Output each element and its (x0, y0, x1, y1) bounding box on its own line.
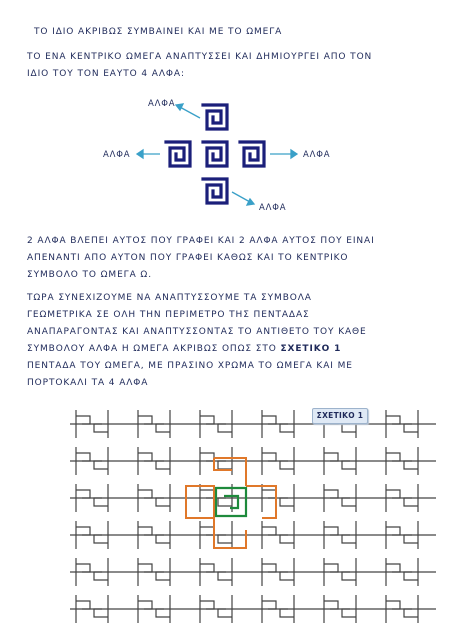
para3-line2: ΓΕΩΜΕΤΡΙΚΑ ΣΕ ΟΛΗ ΤΗΝ ΠΕΡΙΜΕΤΡΟ ΤΗΣ ΠΕΝΤΑΔΑΣ (27, 310, 310, 320)
omega-outline (216, 488, 246, 516)
label-alpha-left: ΑΛΦΑ (103, 150, 131, 160)
sxetiko-label-box (312, 408, 368, 424)
para3-line6: ΠΟΡΤΟΚΑΛΙ ΤΑ 4 ΑΛΦΑ (27, 378, 149, 388)
sxetiko-reference: ΣΧΕΤΙΚΟ 1 (280, 344, 342, 354)
label-alpha-top: ΑΛΦΑ (148, 99, 176, 109)
para3-line3: ΑΝΑΠΑΡΑΓΟΝΤΑΣ ΚΑΙ ΑΝΑΠΤΥΣΣΟΝΤΑΣ ΤΟ ΑΝΤΙΘΕΤΟ ΤΟΥ ΚΑΘΕ (27, 327, 367, 337)
alpha-outline (246, 486, 276, 518)
alpha-outline (214, 458, 246, 486)
para2-line3: ΣΥΜΒΟΛΟ ΤΟ ΩΜΕΓΑ Ω. (27, 270, 152, 280)
label-alpha-right: ΑΛΦΑ (303, 150, 331, 160)
sxetiko-label: ΣΧΕΤΙΚΟ 1 (316, 411, 364, 420)
para2-line2: ΑΠΕΝΑΝΤΙ ΑΠΟ ΑΥΤΟΝ ΠΟΥ ΓΡΑΦΕΙ ΚΑΘΩΣ ΚΑΙ ΤΟ ΚΕΝΤΡΙΚΟ (27, 253, 349, 263)
label-alpha-bottom: ΑΛΦΑ (259, 203, 287, 213)
para3-line1: ΤΩΡΑ ΣΥΝΕΧΙΖΟΥΜΕ ΝΑ ΑΝΑΠΤΥΣΣΟΥΜΕ ΤΑ ΣΥΜΒΟΛΑ (27, 293, 312, 303)
para3-line4-text: ΣΥΜΒΟΛΟΥ ΑΛΦΑ Η ΩΜΕΓΑ ΑΚΡΙΒΩΣ ΟΠΩΣ ΣΤΟ (27, 344, 277, 354)
para1-line2: ΙΔΙΟ ΤΟΥ ΤΟΝ ΕΑΥΤΟ 4 ΑΛΦΑ: (27, 69, 185, 79)
para2-line1: 2 ΑΛΦΑ ΒΛΕΠΕΙ ΑΥΤΟΣ ΠΟΥ ΓΡΑΦΕΙ ΚΑΙ 2 ΑΛΦΑ ΑΥΤΟΣ ΠΟΥ ΕΙΝΑΙ (27, 236, 375, 246)
intro-line: ΤΟ ΙΔΙΟ ΑΚΡΙΒΩΣ ΣΥΜΒΑΙΝΕΙ ΚΑΙ ΜΕ ΤΟ ΩΜΕΓΑ (34, 27, 283, 37)
grid-lines (70, 410, 436, 640)
para1-line1: ΤΟ ΕΝΑ ΚΕΝΤΡΙΚΟ ΩΜΕΓΑ ΑΝΑΠΤΥΣΣΕΙ ΚΑΙ ΔΗΜΙΟΥΡΓΕΙ ΑΠΟ ΤΟΝ (27, 52, 373, 62)
para3-line5: ΠΕΝΤΑΔΑ ΤΟΥ ΩΜΕΓΑ, ΜΕ ΠΡΑΣΙΝΟ ΧΡΩΜΑ ΤΟ ΩΜΕΓΑ ΚΑΙ ΜΕ (27, 361, 353, 371)
